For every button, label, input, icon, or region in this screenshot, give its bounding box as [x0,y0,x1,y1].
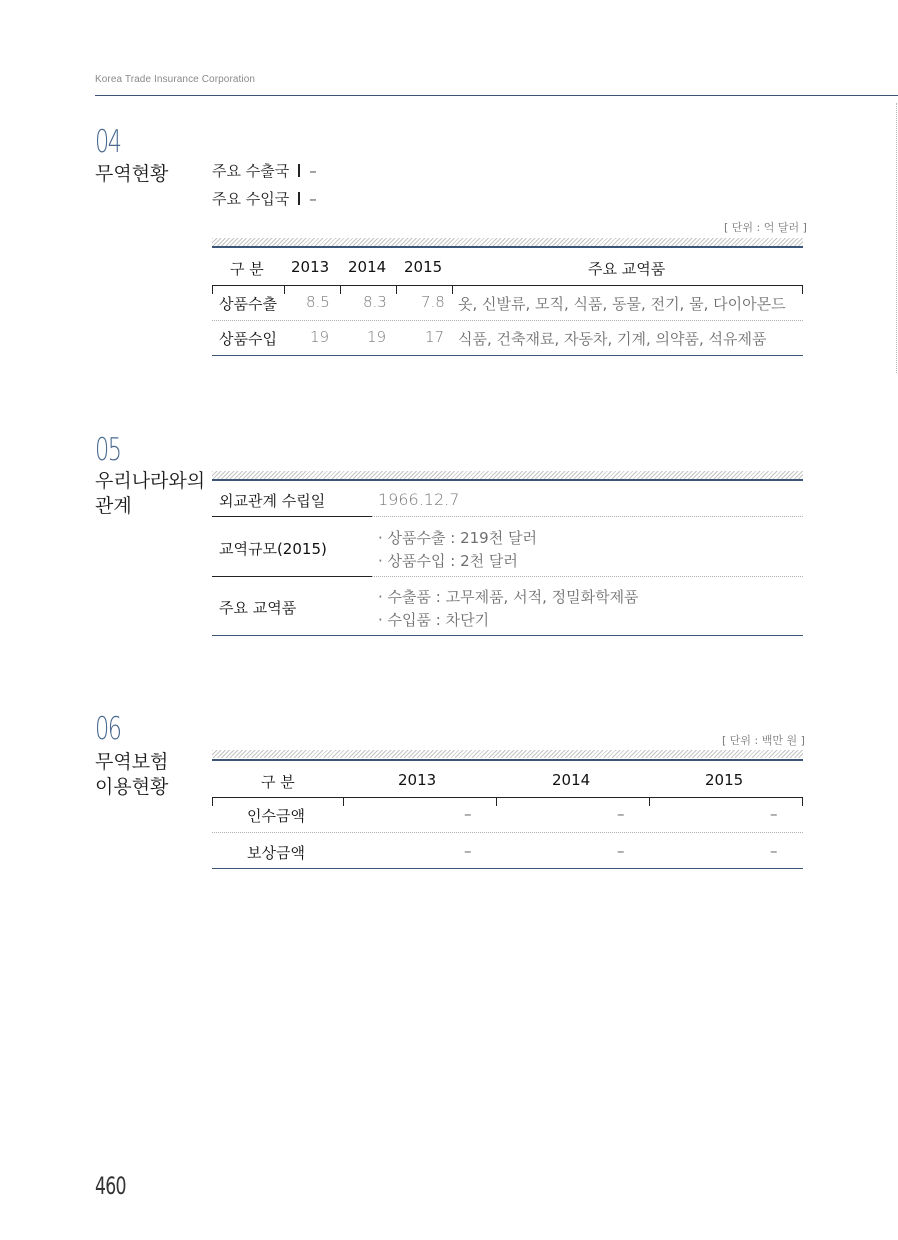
export-2013: 8.5 [306,293,330,311]
table-header-category: 구 분 [230,260,264,278]
row-label-import: 상품수입 [219,330,277,348]
main-export-country [212,160,317,181]
row-divider [212,320,803,321]
table-header-2015: 2015 [404,258,443,276]
unit-label-04: [ 단위 : 억 달러 ] [724,221,807,234]
column-tick [284,285,285,294]
row-label-trade-volume: 교역규모(2015) [219,540,327,558]
export-2014: 8.3 [363,293,387,311]
section-title-insurance-2: 이용현황 [95,776,169,798]
section-number-05: 05 [95,432,121,468]
column-tick [396,285,397,294]
column-tick [340,285,341,294]
column-tick [212,285,213,294]
column-tick [802,797,803,806]
main-items-import: · 수입품 : 차단기 [378,611,490,629]
section-title-trade-status: 무역현황 [95,163,169,185]
main-import-value: – [309,190,317,208]
header-bottom-rule [212,285,803,286]
section-title-relations-1: 우리나라와의 [95,470,206,492]
section-number-04: 04 [95,124,121,160]
table-header-2013: 2013 [398,771,437,789]
compensation-2015: – [770,842,778,860]
diplomatic-date-value: 1966.12.7 [378,490,460,509]
main-import-country [212,188,317,209]
separator-bar [298,164,300,177]
table-bottom-rule [212,355,803,356]
column-tick [452,285,453,294]
table-header-category: 구 분 [261,773,295,791]
table-hatch [212,750,803,758]
row-divider [372,516,803,517]
column-tick [496,797,497,806]
label-underline [212,516,372,517]
header-bottom-rule [212,797,803,798]
separator-bar [298,192,300,205]
column-tick [212,797,213,806]
unit-label-06: [ 단위 : 백만 원 ] [722,734,805,747]
import-items: 식품, 건축재료, 자동차, 기계, 의약품, 석유제품 [458,330,767,348]
row-label-diplomatic-date: 외교관계 수립일 [219,492,326,510]
column-tick [649,797,650,806]
table-hatch [212,471,803,479]
column-tick [343,797,344,806]
underwriting-2015: – [770,805,778,823]
compensation-2014: – [617,842,625,860]
row-label-underwriting: 인수금액 [247,807,305,825]
label-underline [212,576,372,577]
row-label-export: 상품수출 [219,295,277,313]
page-number: 460 [95,1172,126,1200]
table-bottom-rule [212,868,803,869]
section-title-relations-2: 관계 [95,495,132,517]
trade-volume-import: · 상품수입 : 2천 달러 [378,552,518,570]
section-number-06: 06 [95,711,121,747]
export-2015: 7.8 [421,293,445,311]
compensation-2013: – [464,842,472,860]
table-header-2015: 2015 [705,771,744,789]
section-title-insurance-1: 무역보험 [95,751,169,773]
import-2015: 17 [425,328,445,346]
table-header-items: 주요 교역품 [588,260,666,278]
row-label-compensation: 보상금액 [247,844,305,862]
column-tick [802,285,803,294]
table-hatch [212,238,803,246]
table-top-rule [212,246,803,248]
main-items-export: · 수출품 : 고무제품, 서적, 정밀화학제품 [378,588,639,606]
row-divider [212,832,803,833]
row-label-main-items: 주요 교역품 [219,599,297,617]
header-rule [95,95,898,96]
table-header-2014: 2014 [348,258,387,276]
table-top-rule [212,759,803,761]
table-bottom-rule [212,635,803,636]
main-import-label: 주요 수입국 [212,190,290,208]
export-items: 옷, 신발류, 모직, 식품, 동물, 전기, 물, 다이아몬드 [458,295,786,313]
underwriting-2013: – [464,805,472,823]
import-2013: 19 [310,328,330,346]
table-top-rule [212,479,803,481]
row-divider [372,576,803,577]
table-header-2014: 2014 [552,771,591,789]
running-header: Korea Trade Insurance Corporation [95,74,256,85]
table-header-2013: 2013 [291,258,330,276]
trade-volume-export: · 상품수출 : 219천 달러 [378,529,537,547]
underwriting-2014: – [617,805,625,823]
main-export-value: – [309,162,317,180]
import-2014: 19 [367,328,387,346]
main-export-label: 주요 수출국 [212,162,290,180]
